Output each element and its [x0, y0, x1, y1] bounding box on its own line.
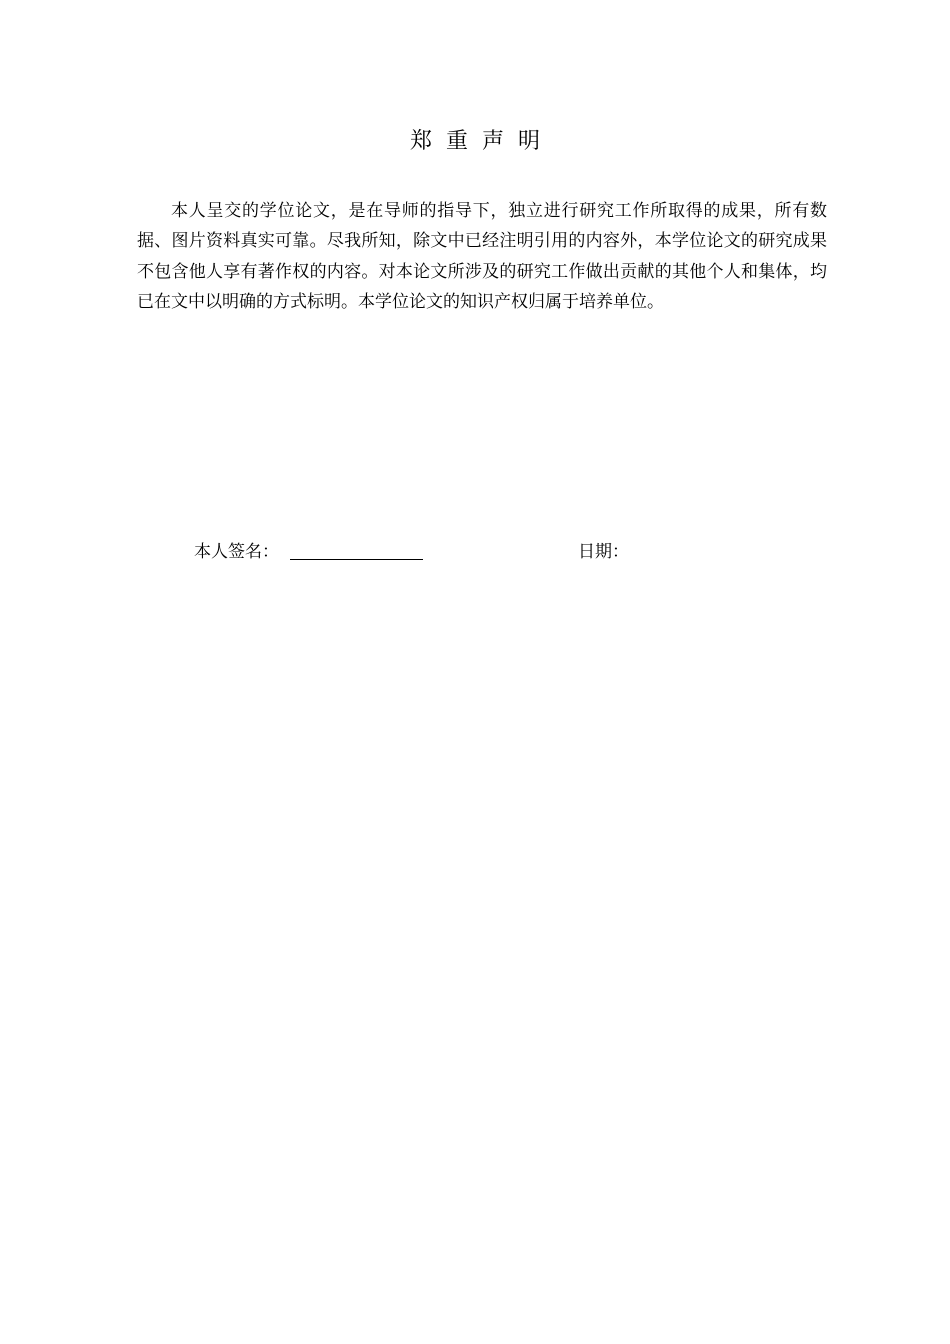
- date-label: 日期：: [578, 542, 629, 562]
- page-title: 郑重声明: [409, 129, 554, 154]
- signature-row: [194, 537, 754, 567]
- signature-line: [290, 559, 423, 560]
- signature-label: 本人签名：: [194, 542, 279, 562]
- declaration-paragraph: 本人呈交的学位论文，是在导师的指导下，独立进行研究工作所取得的成果，所有数据、图片资料真实可靠。尽我所知，除文中已经注明引用的内容外，本学位论文的研究成果不包含他人享有著作权的内容。对本论文所涉及的研究工作做出贡献的其他个人和集体，均已在文中以明确的方式标明。本学位论文的知识产权归属于培养单位。: [137, 201, 827, 312]
